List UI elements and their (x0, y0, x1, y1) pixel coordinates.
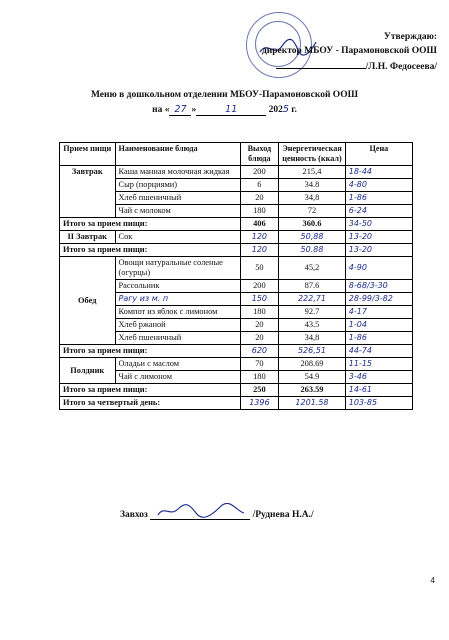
yield-cell: 200 (240, 166, 279, 179)
yield-cell: 20 (240, 319, 279, 332)
energy-cell: 34.8 (279, 179, 346, 192)
energy-cell: 72 (279, 205, 346, 218)
col-yield: Выход блюда (240, 143, 279, 166)
total-energy: 263.59 (279, 384, 346, 397)
total-row (60, 384, 413, 397)
menu-table (59, 142, 413, 410)
total-price: 14-61 (345, 384, 412, 397)
total-energy: 526,51 (279, 345, 346, 358)
energy-cell: 215,4 (279, 166, 346, 179)
yield-cell: 20 (240, 192, 279, 205)
total-price: 44-74 (345, 345, 412, 358)
date-year-digit: 5 (282, 104, 289, 115)
date-month: 11 (196, 104, 266, 116)
price-cell: 6-24 (345, 205, 412, 218)
price-cell: 13-20 (345, 231, 412, 244)
price-cell: 4-17 (345, 306, 412, 319)
total-yield: 620 (240, 345, 279, 358)
total-energy: 360.6 (279, 218, 346, 231)
price-cell: 4-80 (345, 179, 412, 192)
dish-cell: Оладьи с маслом (115, 358, 240, 371)
menu-title: Меню в дошкольном отделении МБОУ-Парамоновской ООШ (90, 90, 359, 100)
yield-cell: 20 (240, 332, 279, 345)
dish-cell: Сыр (порциями) (115, 179, 240, 192)
energy-cell: 43.5 (279, 319, 346, 332)
dish-cell: Чай с молоком (115, 205, 240, 218)
price-cell: 11-15 (345, 358, 412, 371)
dish-cell: Овощи натуральные соленые (огурцы) (115, 257, 240, 280)
total-yield: 406 (240, 218, 279, 231)
price-cell: 1-04 (345, 319, 412, 332)
energy-cell: 92.7 (279, 306, 346, 319)
yield-cell: 200 (240, 280, 279, 293)
yield-cell: 180 (240, 306, 279, 319)
energy-cell: 222,71 (279, 293, 346, 306)
total-energy: 50.88 (279, 244, 346, 257)
price-cell: 28-99/3-82 (345, 293, 412, 306)
meal-lunch: Обед (60, 257, 116, 345)
day-total-row (60, 397, 413, 410)
price-cell: 1-86 (345, 332, 412, 345)
table-header-row (60, 143, 413, 166)
approval-line3: /Л.Н. Федосеева/ (365, 62, 437, 72)
dish-cell: Сок (115, 231, 240, 244)
energy-cell: 54.9 (279, 371, 346, 384)
menu-date: на « 27 » 11 2025 г. (152, 104, 297, 115)
energy-cell: 208.69 (279, 358, 346, 371)
meal-breakfast: Завтрак (60, 166, 116, 218)
yield-cell: 50 (240, 257, 279, 280)
table-row (60, 166, 413, 179)
meal-breakfast2: II Завтрак (60, 231, 116, 244)
table-row (60, 231, 413, 244)
total-label: Итого за прием пищи: (60, 244, 241, 257)
col-energy: Энергетическая ценность (ккал) (279, 143, 346, 166)
footer-label: Завхоз (120, 510, 148, 520)
energy-cell: 34,8 (279, 192, 346, 205)
col-price: Цена (345, 143, 412, 166)
total-label: Итого за прием пищи: (60, 384, 241, 397)
energy-cell: 87.6 (279, 280, 346, 293)
energy-cell: 50,88 (279, 231, 346, 244)
price-cell: 1-86 (345, 192, 412, 205)
approval-line2: директор МБОУ - Парамоновской ООШ (261, 46, 437, 56)
day-total-yield: 1396 (240, 397, 279, 410)
energy-cell: 45,2 (279, 257, 346, 280)
table-row (60, 257, 413, 280)
price-cell: 18-44 (345, 166, 412, 179)
dish-cell: Хлеб пшеничный (115, 332, 240, 345)
table-row (60, 358, 413, 371)
footer (120, 505, 314, 520)
dish-cell: Чай с лимоном (115, 371, 240, 384)
meal-snack: Полдник (60, 358, 116, 384)
footer-name: /Руднева Н.А./ (252, 510, 314, 520)
price-cell: 8-68/3-30 (345, 280, 412, 293)
total-label: Итого за прием пищи: (60, 345, 241, 358)
dish-cell: Рагу из м. п (115, 293, 240, 306)
yield-cell: 120 (240, 231, 279, 244)
day-total-label: Итого за четвертый день: (60, 397, 241, 410)
total-price: 34-50 (345, 218, 412, 231)
day-total-price: 103-85 (345, 397, 412, 410)
approval-block (262, 30, 437, 74)
total-yield: 120 (240, 244, 279, 257)
dish-cell: Рассольник (115, 280, 240, 293)
day-total-energy: 1201.58 (279, 397, 346, 410)
dish-cell: Компот из яблок с лимоном (115, 306, 240, 319)
total-row (60, 345, 413, 358)
storekeeper-signature (150, 505, 250, 520)
total-yield: 250 (240, 384, 279, 397)
total-row (60, 218, 413, 231)
dish-cell: Каша манная молочная жидкая (115, 166, 240, 179)
approval-line1: Утверждаю: (383, 32, 437, 42)
date-day: 27 (169, 104, 191, 116)
total-label: Итого за прием пищи: (60, 218, 241, 231)
total-price: 13-20 (345, 244, 412, 257)
dish-cell: Хлеб пшеничный (115, 192, 240, 205)
yield-cell: 6 (240, 179, 279, 192)
page-number: 4 (430, 576, 435, 585)
yield-cell: 70 (240, 358, 279, 371)
price-cell: 3-46 (345, 371, 412, 384)
col-dish: Наименование блюда (115, 143, 240, 166)
yield-cell: 180 (240, 371, 279, 384)
col-meal: Прием пищи (60, 143, 116, 166)
price-cell: 4-90 (345, 257, 412, 280)
dish-cell: Хлеб ржаной (115, 319, 240, 332)
yield-cell: 180 (240, 205, 279, 218)
yield-cell: 150 (240, 293, 279, 306)
energy-cell: 34,8 (279, 332, 346, 345)
total-row (60, 244, 413, 257)
